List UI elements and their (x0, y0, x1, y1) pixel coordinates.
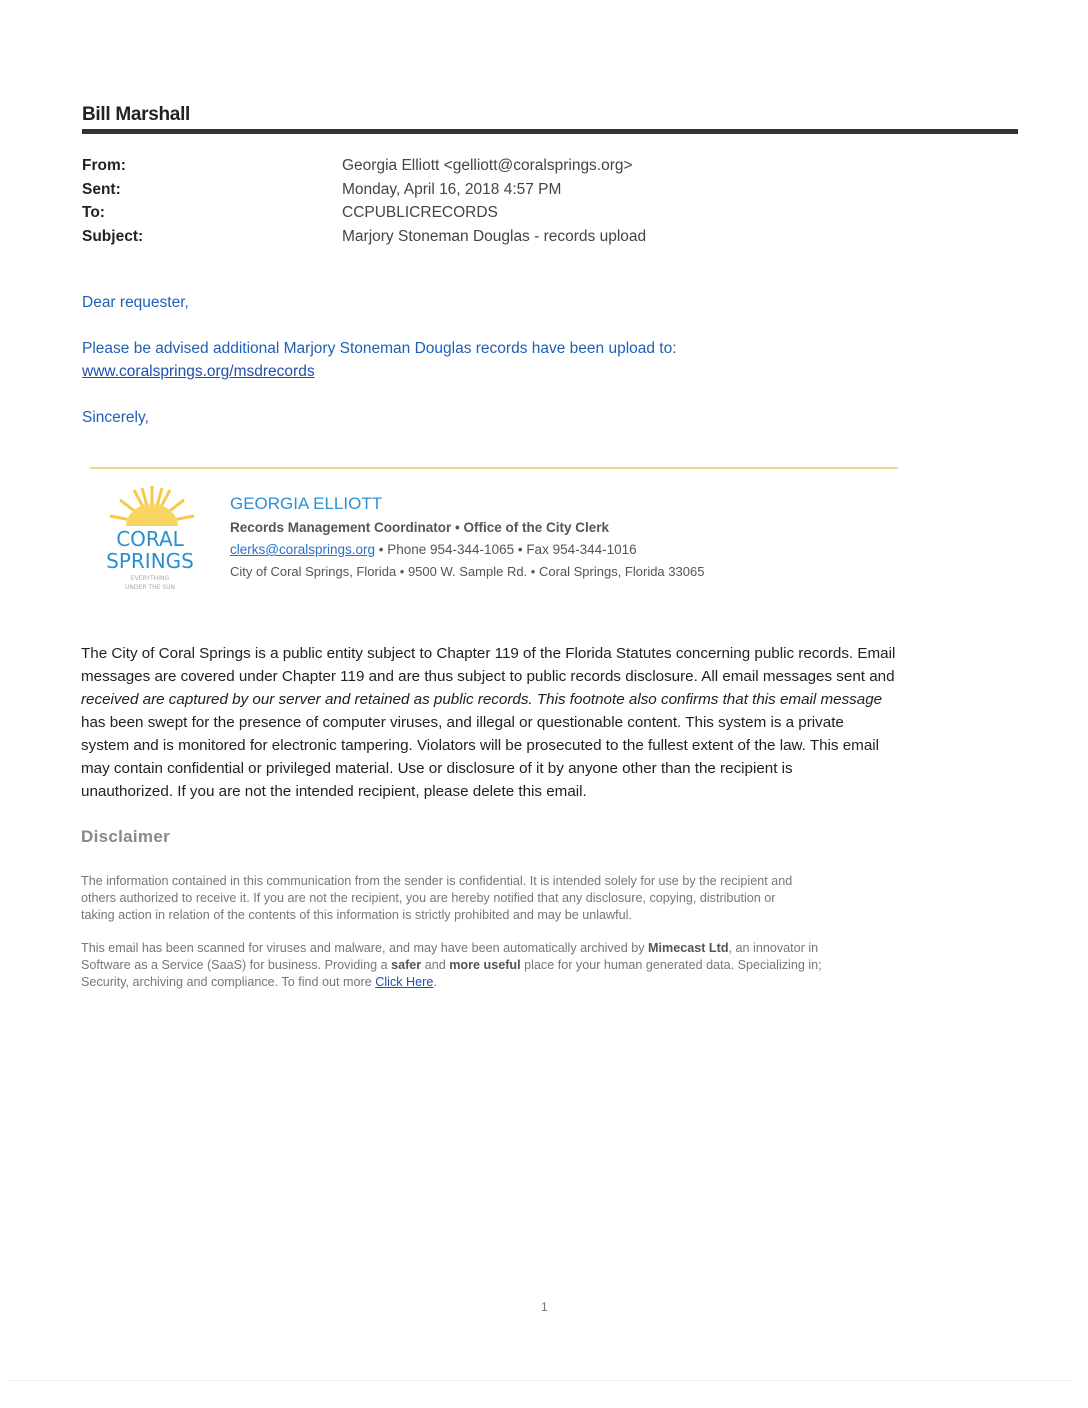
signature-name: GEORGIA ELLIOTT (230, 494, 383, 513)
text: . (433, 975, 437, 989)
signature-address: City of Coral Springs, Florida • 9500 W. Sample Rd. • Coral Springs, Florida 33065 (230, 564, 705, 579)
click-here-link[interactable]: Click Here (375, 975, 434, 989)
text: Security, archiving and compliance. To find out more (81, 975, 376, 989)
email-header-fields (82, 154, 646, 248)
bold-text: more useful (449, 958, 521, 972)
field-value: Marjory Stoneman Douglas - records upload (342, 227, 647, 245)
field-to (82, 201, 646, 225)
mimecast-name: Mimecast Ltd (648, 941, 729, 955)
field-value: Monday, April 16, 2018 4:57 PM (342, 180, 562, 198)
text: Software as a Service (SaaS) for business. Providing a (81, 958, 392, 972)
disclaimer-line: The information contained in this communication from the sender is confidential. It is intended solely for use by the recipient and (81, 874, 793, 888)
signature-title: Records Management Coordinator • Office of the City Clerk (230, 520, 610, 535)
disclaimer-paragraph-2 (81, 940, 822, 991)
sun-icon (96, 484, 208, 594)
signature-email-link[interactable]: clerks@coralsprings.org (230, 542, 375, 557)
scan-edge (10, 1380, 1070, 1381)
field-label: From: (82, 157, 126, 174)
field-value: CCPUBLICRECORDS (342, 204, 498, 221)
greeting: Dear requester, (82, 294, 189, 311)
svg-text:EVERYTHING: EVERYTHING (130, 575, 170, 582)
closing: Sincerely, (82, 409, 149, 426)
disclaimer-paragraph-1 (81, 873, 792, 924)
disclaimer-line (81, 957, 822, 974)
text: place for your human generated data. Specializing in; (520, 958, 822, 972)
disclaimer-heading: Disclaimer (81, 827, 170, 846)
disclaimer-line (81, 974, 822, 991)
notice-line: has been swept for the presence of computer viruses, and illegal or questionable content. This system is a private (81, 714, 844, 731)
disclaimer-line (81, 940, 822, 957)
field-from (82, 154, 646, 178)
notice-line: unauthorized. If you are not the intended recipient, please delete this email. (81, 783, 587, 800)
field-label: Subject: (82, 227, 144, 245)
msd-records-link[interactable]: www.coralsprings.org/msdrecords (82, 363, 315, 380)
text: This email has been scanned for viruses and malware, and may have been automatically archived by (81, 941, 649, 955)
notice-line: messages are covered under Chapter 119 and are thus subject to public records disclosure. All email messages sent and (81, 668, 895, 685)
coral-springs-logo (96, 484, 208, 594)
svg-text:UNDER THE SUN: UNDER THE SUN (125, 584, 175, 591)
page-number: 1 (541, 1300, 548, 1314)
message-text: Please be advised additional Marjory Stoneman Douglas records have been upload to: (82, 340, 677, 357)
mailbox-owner-title: Bill Marshall (82, 104, 191, 125)
signature-phone-fax: • Phone 954-344-1065 • Fax 954-344-1016 (375, 542, 637, 557)
public-records-notice (81, 642, 895, 803)
notice-line: may contain confidential or privileged material. Use or disclosure of it by anyone other than the recipient is (81, 760, 793, 777)
field-sent (82, 178, 646, 202)
field-label: To: (82, 204, 105, 221)
notice-line: system and is monitored for electronic tampering. Violators will be prosecuted to the fullest extent of the law. This email (81, 737, 880, 754)
field-subject (82, 225, 646, 249)
header-divider (82, 129, 1018, 134)
text: , an innovator in (728, 941, 819, 955)
signature-contact (230, 542, 637, 557)
notice-line: received are captured by our server and retained as public records. This footnote also confirms that this email message (81, 691, 883, 708)
svg-text:SPRINGS: SPRINGS (106, 549, 194, 573)
signature-divider (90, 467, 898, 469)
field-value: Georgia Elliott <gelliott@coralsprings.org> (342, 157, 633, 174)
notice-line: The City of Coral Springs is a public entity subject to Chapter 119 of the Florida Statutes concerning public records. Email (81, 645, 896, 662)
text: and (421, 958, 450, 972)
disclaimer-line: others authorized to receive it. If you are not the recipient, you are hereby notified that any disclosure, copying, distribution or (81, 891, 776, 905)
svg-text:CORAL: CORAL (116, 527, 184, 551)
bold-text: safer (391, 958, 422, 972)
disclaimer-line: taking action in relation of the contents of this information is strictly prohibited and may be unlawful. (81, 908, 632, 922)
field-label: Sent: (82, 180, 121, 198)
